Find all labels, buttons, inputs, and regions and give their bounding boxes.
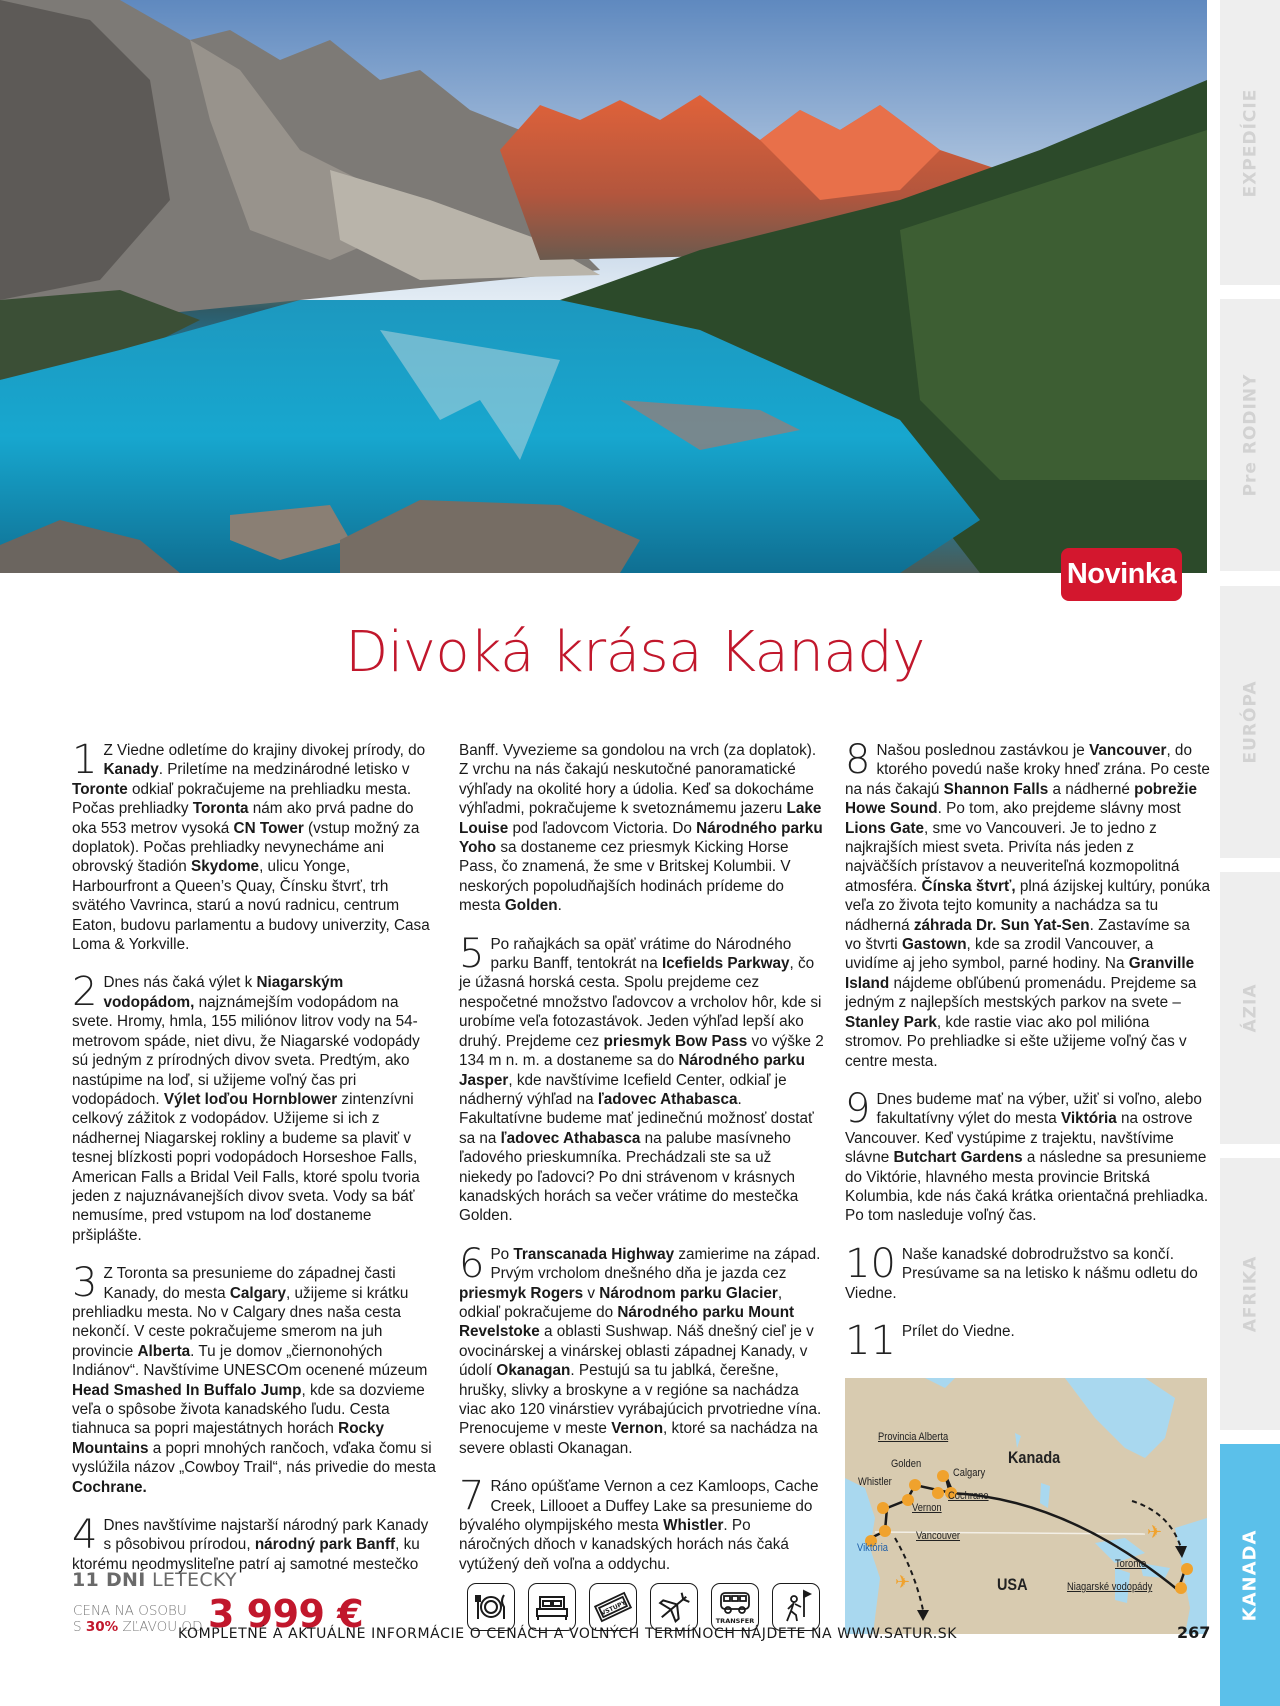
day-description: Po Transcanada Highway zamierime na západ. Prvým vrcholom dnešného dňa je jazda cez priesmyk Rogers v Národnom parku Glacier, odkiaľ pokračujeme do Národného parku Mount Revelstoke a oblasti Sushwap. Náš dnešný cieľ je v ovocinárskej a vinárskej oblasti západnej Kanady, v údolí Okanagan. Pestujú sa tu jablká, čerešne, hrušky, slivky a broskyne a v regióne sa nachádza viac ako 120 vinárstiev vyrábajúcich prvotriedne vína. Prenocujeme v meste Vernon, ktoré sa nachádza na severe oblasti Okanagan. <box>459 1245 822 1457</box>
day-number: 8 <box>845 737 871 783</box>
map-label-kanada: Kanada <box>1008 1448 1061 1467</box>
map-label-vancouver: Vancouver <box>916 1530 961 1542</box>
map-label-toronto: Toronto <box>1115 1558 1147 1570</box>
map-label-provincia-alberta: Provincia Alberta <box>878 1431 949 1443</box>
day-number: 6 <box>459 1240 485 1287</box>
footer-info: KOMPLETNÉ A AKTUÁLNE INFORMÁCIE O CENÁCH A VOĽNÝCH TERMÍNOCH NÁJDETE NA WWW.SATUR.SK <box>177 1626 958 1642</box>
map-label-calgary: Calgary <box>953 1467 986 1479</box>
day-number: 2 <box>72 969 98 1016</box>
svg-text:✈: ✈ <box>1147 1522 1163 1543</box>
flight-plane-icon <box>650 1583 698 1631</box>
map-label-golden: Golden <box>891 1458 922 1470</box>
itinerary-day-7 <box>459 1473 824 1574</box>
mountain-lake-illustration <box>0 0 1207 573</box>
itinerary-column-3 <box>845 737 1211 1364</box>
day-description: Dnes budeme mať na výber, užiť si voľno, alebo fakultatívny výlet do mesta Viktória na ostrove Vancouver. Keď vystúpime z trajektu, navštívime slávne Butchart Gardens a následne sa presunieme do Viktórie, hlavného mesta provincie Britská Kolumbia, kde nás čaká krátka orientačná prehliadka. Po tom nasleduje voľný čas. <box>845 1090 1209 1225</box>
map-graphic <box>845 1378 1207 1634</box>
itinerary-day-1 <box>72 737 437 954</box>
svg-text:TRANSFER: TRANSFER <box>715 1617 755 1625</box>
map-label-cochrane: Cochrane <box>948 1490 989 1502</box>
day-description: Z Toronta sa presunieme do západnej časti Kanady, do mesta Calgary, užijeme si krátku prehliadku mesta. No v Calgary dnes naša cesta nekončí. V ceste pokračujeme smerom na juh provincie Alberta. Tu je domov „čiernonohých Indiánov“. Navštívime UNESCOm ocenené múzeum Head Smashed In Buffalo Jump, kde sa dozvieme veľa o spôsobe života kanadského ľudu. Cesta tiahnuca sa popri majestátnych horách Rocky Mountains a popri mnohých rančoch, vďaka čomu si vyslúžila názov „Cowboy Trail“, nás privedie do mesta Cochrane. <box>72 1265 436 1496</box>
day-number: 7 <box>459 1473 485 1520</box>
itinerary-day-10 <box>845 1240 1210 1303</box>
day-description: Ráno opúšťame Vernon a cez Kamloops, Cache Creek, Lillooet a Duffey Lake sa presunieme do bývalého olympijského mesta Whistler. Po náročných dňoch v kanadských horách nás čaká vytúžený deň voľna a oddychu. <box>459 1478 819 1573</box>
itinerary-day-4 <box>72 1512 437 1574</box>
map-label-vernon: Vernon <box>912 1502 942 1514</box>
accommodation-bed-icon <box>528 1583 576 1631</box>
map-label-usa: USA <box>997 1575 1028 1594</box>
day-number: 9 <box>845 1085 871 1132</box>
day-number: 5 <box>459 930 485 977</box>
novinka-badge: Novinka <box>1061 548 1182 601</box>
day-description: Dnes nás čaká výlet k Niagarským vodopádom, najznámejším vodopádom na svete. Hromy, hmla, 155 miliónov litrov vody na 54-metrovom spáde, niet divu, že Niagarské vodopády sú jedným z prírodných divov sveta. Predtým, ako nastúpime na loď, si užijeme voľný čas pri vodopádoch. Výlet loďou Hornblower zintenzívni celkový zážitok z vodopádov. Užijeme si ich z nádhernej Niagarskej rokliny a budeme sa plaviť v tesnej blízkosti popri vodopádoch Horseshoe Falls, American Falls a Bridal Veil Falls, ktoré spolu tvoria jeden z najuznávanejších divov sveta. Vody sa báť nemusíme, pred vstupom na loď dostaneme pršiplášte. <box>72 974 420 1244</box>
side-tab-europa[interactable]: EURÓPA <box>1220 586 1280 858</box>
page-title: Divoká krása Kanady <box>345 620 925 685</box>
discount-percent: 30% <box>85 1619 119 1635</box>
itinerary-day-9 <box>845 1085 1210 1226</box>
hero-photo <box>0 0 1207 573</box>
map-label-niagara: Niagarské vodopády <box>1067 1581 1153 1593</box>
day-description: Prílet do Viedne. <box>901 1322 1015 1340</box>
day-description: Našou poslednou zastávkou je Vancouver, do ktorého povedú naše kroky hneď zrána. Po ceste na nás čakajú Shannon Falls a nádherné pobrežie Howe Sound. Po tom, ako prejdeme slávny most Lions Gate, sme vo Vancouveri. Je to jedno z najkrajších miest sveta. Privíta nás jeden z najväčších prístavov a neuveriteľná kozmopolitná atmosféra. Čínska štvrť, plná ázijskej kultúry, ponúka veľa zo života tejto komunity a nachádza sa tu nádherná záhrada Dr. Sun Yat-Sen. Zastavíme sa vo štvrti Gastown, kde sa zrodil Vancouver, a uvidíme aj jeho symbol, parné hodiny. Na Granville Island nájdeme obľúbenú promenádu. Prejdeme sa jedným z najlepších mestských parkov na svete – Stanley Park, kde rastie viac ako pol milióna stromov. Po prehliadke si ešte užijeme voľný čas v centre mesta. <box>845 742 1211 1070</box>
transfer-bus-icon <box>711 1583 759 1631</box>
itinerary-day-5 <box>459 930 824 1226</box>
side-tab-expedicie[interactable]: EXPEDÍCIE <box>1220 0 1280 285</box>
map-label-viktoria: Viktória <box>857 1542 889 1554</box>
duration-transport: LETECKY <box>151 1569 237 1591</box>
itinerary-day-6 <box>459 1240 824 1458</box>
tickets-icon <box>589 1583 637 1631</box>
price-label-line1: CENA NA OSOBU <box>73 1603 187 1619</box>
itinerary-day-4-continued <box>459 741 824 916</box>
svg-text:✈: ✈ <box>895 1572 911 1593</box>
itinerary-column-2 <box>459 741 824 1593</box>
guide-icon <box>772 1583 820 1631</box>
itinerary-day-3 <box>72 1260 437 1497</box>
day-number: 1 <box>72 737 98 783</box>
day-number: 10 <box>845 1240 896 1287</box>
price-value: 3 999 € <box>208 1592 364 1636</box>
day-description: Po raňajkách sa opäť vrátime do Národného parku Banff, tentokrát na Icefields Parkway, čo je úžasná horská cesta. Spolu prejdeme cez nespočetné množstvo ľadovcov a vrcholov hôr, kde si urobíme veľa fotozastávok. Jeden výhľad lepší ako druhý. Prejdeme cez priesmyk Bow Pass vo výške 2 134 m n. m. a dostaneme sa do Národného parku Jasper, kde navštívime Icefield Center, odkiaľ je nádherný výhľad na ľadovec Athabasca. Fakultatívne budeme mať jedinečnú možnosť dostať sa na ľadovec Athabasca na palube masívneho ľadového prieskumníka. Prechádzali ste sa už niekedy po ľadovci? Po dni strávenom v krásnych kanadských horách sa večer vrátime do mestečka Golden. <box>459 935 824 1225</box>
itinerary-day-2 <box>72 969 437 1245</box>
trip-duration <box>72 1569 237 1591</box>
route-map <box>845 1378 1207 1634</box>
meals-icon <box>467 1583 515 1631</box>
itinerary-day-8 <box>845 737 1211 1071</box>
day-description: Dnes navštívime najstarší národný park Kanady s pôsobivou prírodou, národný park Banff, ku ktorému neodmysliteľne patrí aj samotné mestečko <box>72 1517 429 1573</box>
day-description: Z Viedne odletíme do krajiny divokej prírody, do Kanady. Priletíme na medzinárodné letisko v Toronte odkiaľ pokračujeme na prehliadku mesta. Počas prehliadky Toronta nám ako prvá padne do oka 553 metrov vysoká CN Tower (vstup možný za doplatok). Počas prehliadky nevynecháme ani obrovský štadión Skydome, ulicu Yonge, Harbourfront a Queen’s Quay, Čínsku štvrť, trh svätého Vavrinca, starú a novú radnicu, centrum Eaton, budovu parlamentu a budovy univerzity, Casa Loma & Yorkville. <box>72 742 430 954</box>
day-description: Naše kanadské dobrodružstvo sa končí. Presúvame sa na letisko k nášmu odletu do Viedne. <box>845 1245 1198 1302</box>
map-label-whistler: Whistler <box>858 1476 892 1488</box>
side-tab-kanada[interactable]: KANADA <box>1220 1444 1280 1706</box>
svg-text:VSTUPY: VSTUPY <box>600 1599 628 1618</box>
day-number: 3 <box>72 1260 98 1307</box>
day-description: Banff. Vyvezieme sa gondolou na vrch (za doplatok). Z vrchu na nás čakajú neskutočné panoramatické výhľady na okolité hory a údolia. Keď sa dokocháme výhľadmi, pokračujeme k svetoznámemu jazeru Lake Louise pod ľadovcom Victoria. Do Národného parku Yoho sa dostaneme cez priesmyk Kicking Horse Pass, čo znamená, že sme v Britskej Kolumbii. V neskorých popoludňajších hodinách prídeme do mesta Golden. <box>459 742 823 915</box>
side-tab-azia[interactable]: ÁZIA <box>1220 872 1280 1144</box>
itinerary-column-1 <box>72 737 437 1593</box>
itinerary-day-11 <box>845 1317 1210 1364</box>
side-tab-afrika[interactable]: AFRIKA <box>1220 1158 1280 1430</box>
side-tab-pre-rodiny[interactable]: Pre RODINY <box>1220 299 1280 571</box>
day-number: 11 <box>845 1317 896 1364</box>
price-label-line2: S 30% ZĽAVOU OD <box>73 1619 203 1635</box>
day-number: 4 <box>72 1512 98 1559</box>
duration-days: 11 DNÍ <box>72 1569 146 1591</box>
page-number: 267 <box>1177 1623 1211 1642</box>
included-services <box>467 1583 820 1631</box>
